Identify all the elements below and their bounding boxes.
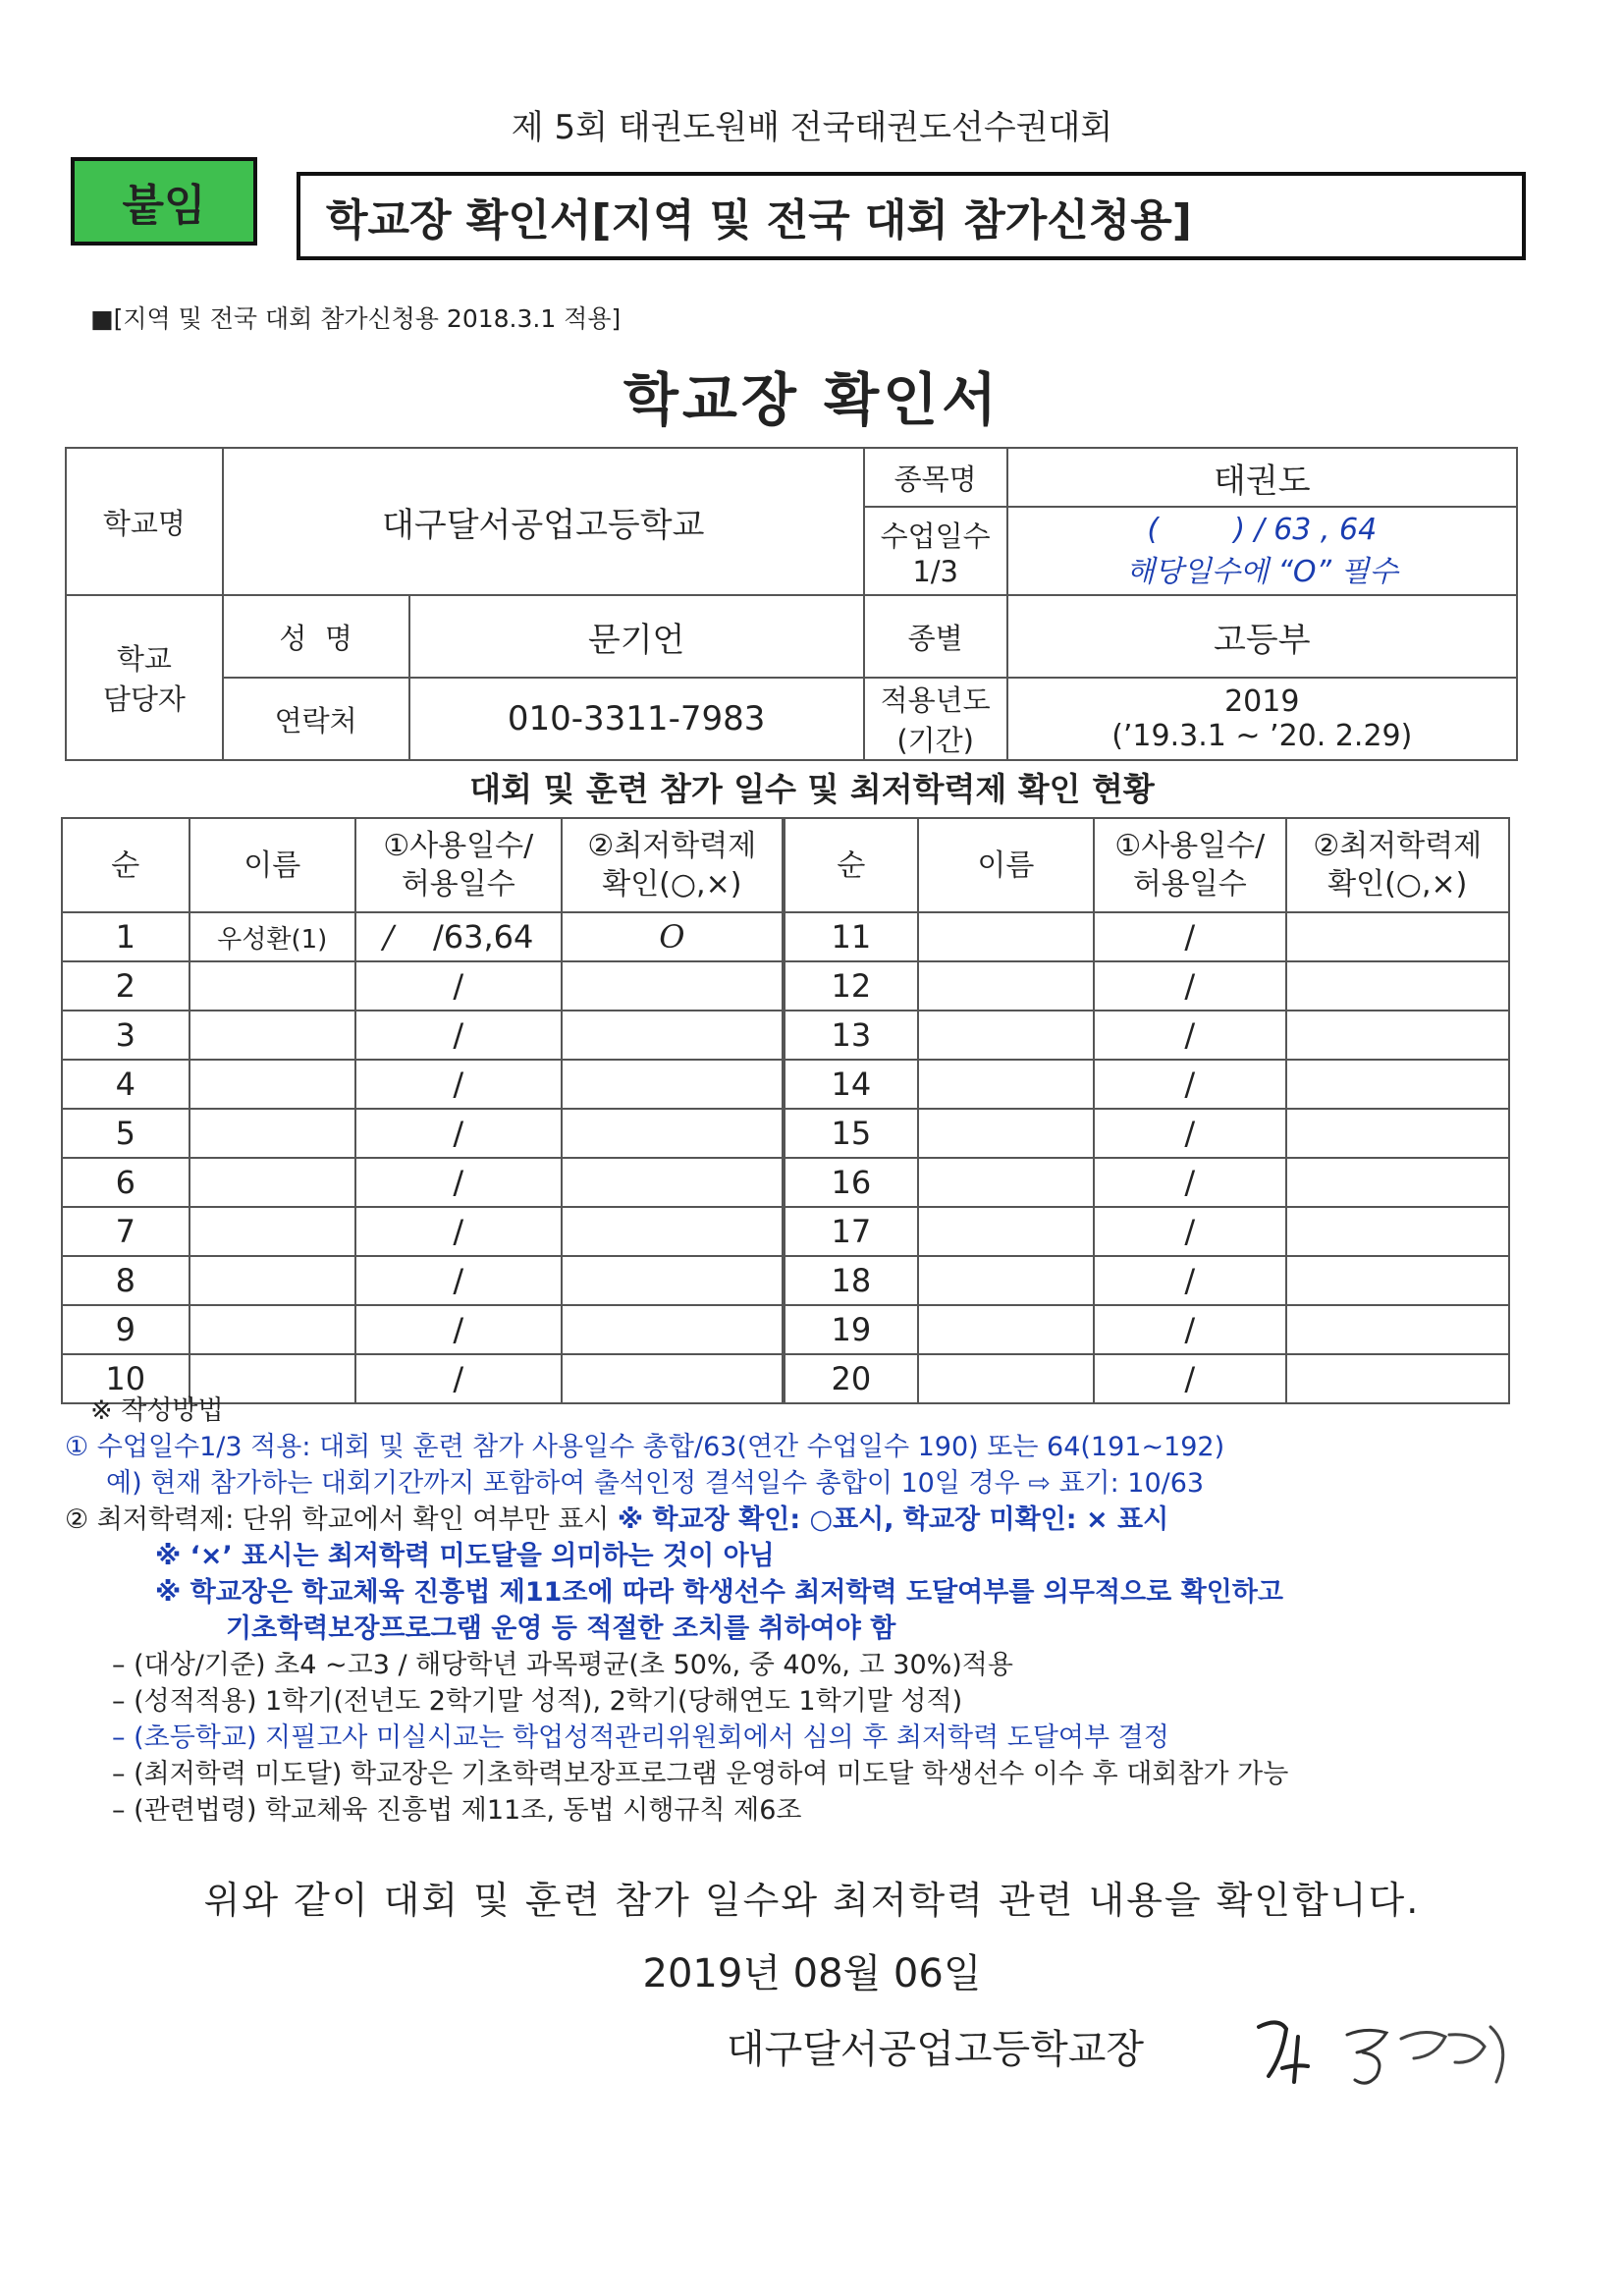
- min-grade-check: [1286, 1011, 1510, 1060]
- header-min-grade: [1286, 818, 1510, 912]
- instruction-line-8: – (성적적용) 1학기(전년도 2학기말 성적), 2학기(당해연도 1학기말 성적): [112, 1686, 963, 1717]
- allowed-days: /: [453, 1066, 464, 1103]
- form-note: ■[지역 및 전국 대회 참가신청용 2018.3.1 적용]: [90, 304, 622, 333]
- instruction-line-9: – (초등학교) 지필고사 미실시교는 학업성적관리위원회에서 심의 후 최저학력 도달여부 결정: [112, 1722, 1169, 1753]
- instruction-line-4: ※ ‘×’ 표시는 최저학력 미도달을 의미하는 것이 아님: [155, 1541, 775, 1571]
- row-number: 2: [62, 961, 189, 1011]
- allowed-days: /: [1094, 1305, 1285, 1354]
- row-number: 15: [785, 1109, 918, 1158]
- days-cell: [355, 1060, 562, 1109]
- instruction-line-6: 기초학력보장프로그램 운영 등 적절한 조치를 취하여야 함: [226, 1613, 896, 1644]
- table-row: [62, 1060, 783, 1109]
- row-number: 3: [62, 1011, 189, 1060]
- row-number: 8: [62, 1256, 189, 1305]
- table-row: [785, 1060, 1509, 1109]
- period-value: [1007, 678, 1517, 760]
- allowed-days: /: [453, 1360, 464, 1397]
- row-number: 11: [785, 912, 918, 961]
- header-min-grade-line2: 확인(○,×): [1327, 867, 1468, 902]
- table-row: [785, 1011, 1509, 1060]
- days-cell: [355, 1207, 562, 1256]
- row-number: 14: [785, 1060, 918, 1109]
- min-grade-check: [562, 1305, 783, 1354]
- athlete-name: [189, 1207, 355, 1256]
- allowed-days: /: [453, 1016, 464, 1054]
- allowed-days: /: [453, 967, 464, 1005]
- athlete-name: [189, 1109, 355, 1158]
- instruction-line-5: ※ 학교장은 학교체육 진흥법 제11조에 따라 학생선수 최저학력 도달여부를 의무적으로 확인하고: [155, 1577, 1283, 1608]
- table-row: [62, 961, 783, 1011]
- min-grade-check: [562, 1256, 783, 1305]
- athlete-name: [918, 912, 1094, 961]
- min-grade-check: [562, 1207, 783, 1256]
- header-min-grade-line2: 확인(○,×): [602, 867, 742, 902]
- allowed-days: /: [1094, 961, 1285, 1011]
- row-number: 12: [785, 961, 918, 1011]
- row-number: 13: [785, 1011, 918, 1060]
- class-days-value-line1: ( ) / 63 , 64: [1147, 512, 1378, 547]
- days-cell: [355, 1158, 562, 1207]
- allowed-days: /: [453, 1262, 464, 1299]
- confirmation-statement: 위와 같이 대회 및 훈련 참가 일수와 최저학력 관련 내용을 확인합니다.: [203, 1879, 1421, 1922]
- class-days-label: [864, 507, 1007, 595]
- used-days: /: [383, 918, 394, 956]
- athlete-name: [189, 1305, 355, 1354]
- row-number: 5: [62, 1109, 189, 1158]
- contact-label-line2: 담당자: [102, 683, 186, 716]
- allowed-days: /: [1094, 1011, 1285, 1060]
- sport-label: 종목명: [864, 448, 1007, 507]
- header-days-line2: 허용일수: [401, 867, 515, 902]
- contact-name: 문기언: [409, 595, 864, 678]
- min-grade-check: [1286, 1207, 1510, 1256]
- table-row: [785, 1256, 1509, 1305]
- athlete-name: [918, 1158, 1094, 1207]
- min-grade-check: [562, 1109, 783, 1158]
- instruction-line-10: – (최저학력 미도달) 학교장은 기초학력보장프로그램 운영하여 미도달 학생선수 이수 후 대회참가 가능: [112, 1759, 1289, 1789]
- principal-title: 대구달서공업고등학교장: [727, 2027, 1145, 2072]
- table-row: [62, 1207, 783, 1256]
- table-row: [62, 912, 783, 961]
- allowed-days: /: [1094, 1207, 1285, 1256]
- min-grade-check: [562, 961, 783, 1011]
- allowed-days: /: [1094, 1354, 1285, 1403]
- category-value: 고등부: [1007, 595, 1517, 678]
- class-days-value: [1007, 507, 1517, 595]
- header-name: 이름: [918, 818, 1094, 912]
- header-no: 순: [62, 818, 189, 912]
- instructions-heading: ※ 작성방법: [90, 1395, 224, 1426]
- athlete-name: [189, 1158, 355, 1207]
- athlete-name: [918, 1207, 1094, 1256]
- table-row: [62, 1158, 783, 1207]
- instruction-line-3: [65, 1502, 1577, 1538]
- row-number: 6: [62, 1158, 189, 1207]
- athlete-name: [918, 1011, 1094, 1060]
- contact-label: [66, 595, 223, 760]
- instruction-line-3b: ※ 학교장 확인: ○표시, 학교장 미확인: × 표시: [617, 1504, 1169, 1535]
- table-row: [785, 961, 1509, 1011]
- instruction-line-11: – (관련법령) 학교체육 진흥법 제11조, 동법 시행규칙 제6조: [112, 1795, 802, 1826]
- row-number: 16: [785, 1158, 918, 1207]
- header-min-grade-line1: ②최저학력제: [587, 829, 757, 863]
- days-cell: [355, 1305, 562, 1354]
- school-label: 학교명: [66, 448, 223, 595]
- school-name: 대구달서공업고등학교: [223, 448, 864, 595]
- table-row: [785, 1158, 1509, 1207]
- allowed-days: /63,64: [432, 918, 534, 956]
- period-label-line1: 적용년도: [880, 683, 991, 717]
- class-days-label-line2: 1/3: [912, 554, 958, 588]
- table-row: [62, 1256, 783, 1305]
- attachment-badge: 붙임: [71, 157, 257, 246]
- row-number: 18: [785, 1256, 918, 1305]
- athlete-name: [189, 1256, 355, 1305]
- class-days-value-line2: 해당일수에 “O” 필수: [1125, 554, 1398, 589]
- row-number: 20: [785, 1354, 918, 1403]
- athlete-name: [918, 1256, 1094, 1305]
- row-number: 7: [62, 1207, 189, 1256]
- athlete-name: [189, 961, 355, 1011]
- allowed-days: /: [1094, 1256, 1285, 1305]
- header-days: [355, 818, 562, 912]
- allowed-days: /: [1094, 912, 1285, 961]
- instructions: [65, 1393, 1577, 1829]
- athlete-name: [189, 1060, 355, 1109]
- days-cell: [355, 912, 562, 961]
- row-number: 9: [62, 1305, 189, 1354]
- instruction-line-2: 예) 현재 참가하는 대회기간까지 포함하여 출석인정 결석일수 총합이 10일 경우 ⇨ 표기: 10/63: [106, 1468, 1205, 1499]
- header-days-line2: 허용일수: [1132, 867, 1247, 902]
- allowed-days: /: [453, 1115, 464, 1152]
- table-row: [62, 1109, 783, 1158]
- min-grade-check: [1286, 912, 1510, 961]
- period-year: 2019: [1224, 684, 1300, 719]
- min-grade-check: [562, 1060, 783, 1109]
- class-days-label-line1: 수업일수: [880, 519, 991, 553]
- table-row: [785, 1109, 1509, 1158]
- contact-name-label: 성 명: [223, 595, 409, 678]
- allowed-days: /: [1094, 1158, 1285, 1207]
- min-grade-check: [1286, 1256, 1510, 1305]
- issue-date: 2019년 08월 06일: [642, 1951, 982, 1996]
- table-row: [785, 1207, 1509, 1256]
- instruction-line-3a: ② 최저학력제: 단위 학교에서 확인 여부만 표시: [65, 1504, 618, 1535]
- days-cell: [355, 1109, 562, 1158]
- phone-label: 연락처: [223, 678, 409, 760]
- right-roster-table: [784, 817, 1510, 1404]
- min-grade-check: [1286, 1060, 1510, 1109]
- row-number: 10: [62, 1354, 189, 1403]
- principal-signature: [1239, 1997, 1534, 2096]
- header-min-grade: [562, 818, 783, 912]
- left-roster-table: [61, 817, 784, 1404]
- allowed-days: /: [453, 1213, 464, 1250]
- contact-label-line1: 학교: [116, 642, 172, 676]
- header-no: 순: [785, 818, 918, 912]
- row-number: 19: [785, 1305, 918, 1354]
- athlete-name: [918, 961, 1094, 1011]
- document-title: 학교장 확인서: [623, 366, 1001, 433]
- allowed-days: /: [1094, 1060, 1285, 1109]
- header-days-line1: ①사용일수/: [1114, 829, 1266, 863]
- category-label: 종별: [864, 595, 1007, 678]
- info-table: [65, 447, 1518, 761]
- min-grade-check: [562, 1011, 783, 1060]
- row-number: 17: [785, 1207, 918, 1256]
- allowed-days: /: [453, 1311, 464, 1348]
- instruction-line-7: – (대상/기준) 초4 ~고3 / 해당학년 과목평균(초 50%, 중 40%, 고 30%)적용: [112, 1650, 1013, 1680]
- allowed-days: /: [453, 1164, 464, 1201]
- athlete-name: [918, 1109, 1094, 1158]
- sport-name: 태권도: [1007, 448, 1517, 507]
- table-row: [785, 1305, 1509, 1354]
- row-number: 1: [62, 912, 189, 961]
- phone-number: 010-3311-7983: [409, 678, 864, 760]
- table-row: [785, 912, 1509, 961]
- period-label: [864, 678, 1007, 760]
- min-grade-check: [562, 1158, 783, 1207]
- period-range: (’19.3.1 ~ ’20. 2.29): [1111, 719, 1413, 753]
- athlete-name: [918, 1305, 1094, 1354]
- min-grade-check: [1286, 1158, 1510, 1207]
- days-cell: [355, 1011, 562, 1060]
- row-number: 4: [62, 1060, 189, 1109]
- section-title: 대회 및 훈련 참가 일수 및 최저학력제 확인 현황: [469, 770, 1155, 808]
- table-row: [62, 1305, 783, 1354]
- instruction-line-1: ① 수업일수1/3 적용: 대회 및 훈련 참가 사용일수 총합/63(연간 수업일수 190) 또는 64(191~192): [65, 1432, 1225, 1462]
- event-title: 제 5회 태권도원배 전국태권도선수권대회: [511, 108, 1113, 147]
- header-days: [1094, 818, 1285, 912]
- athlete-name: [189, 1011, 355, 1060]
- days-cell: [355, 1256, 562, 1305]
- athlete-name: [918, 1060, 1094, 1109]
- days-cell: [355, 961, 562, 1011]
- period-label-line2: (기간): [896, 724, 974, 757]
- athlete-name: 우성환(1): [189, 912, 355, 961]
- min-grade-check: [1286, 1109, 1510, 1158]
- min-grade-check: [1286, 961, 1510, 1011]
- min-grade-check: O: [562, 912, 783, 961]
- header-title: 학교장 확인서[지역 및 전국 대회 참가신청용]: [297, 172, 1526, 260]
- min-grade-check: [1286, 1305, 1510, 1354]
- header-min-grade-line1: ②최저학력제: [1313, 829, 1483, 863]
- header-days-line1: ①사용일수/: [383, 829, 534, 863]
- table-row: [62, 1011, 783, 1060]
- header-name: 이름: [189, 818, 355, 912]
- allowed-days: /: [1094, 1109, 1285, 1158]
